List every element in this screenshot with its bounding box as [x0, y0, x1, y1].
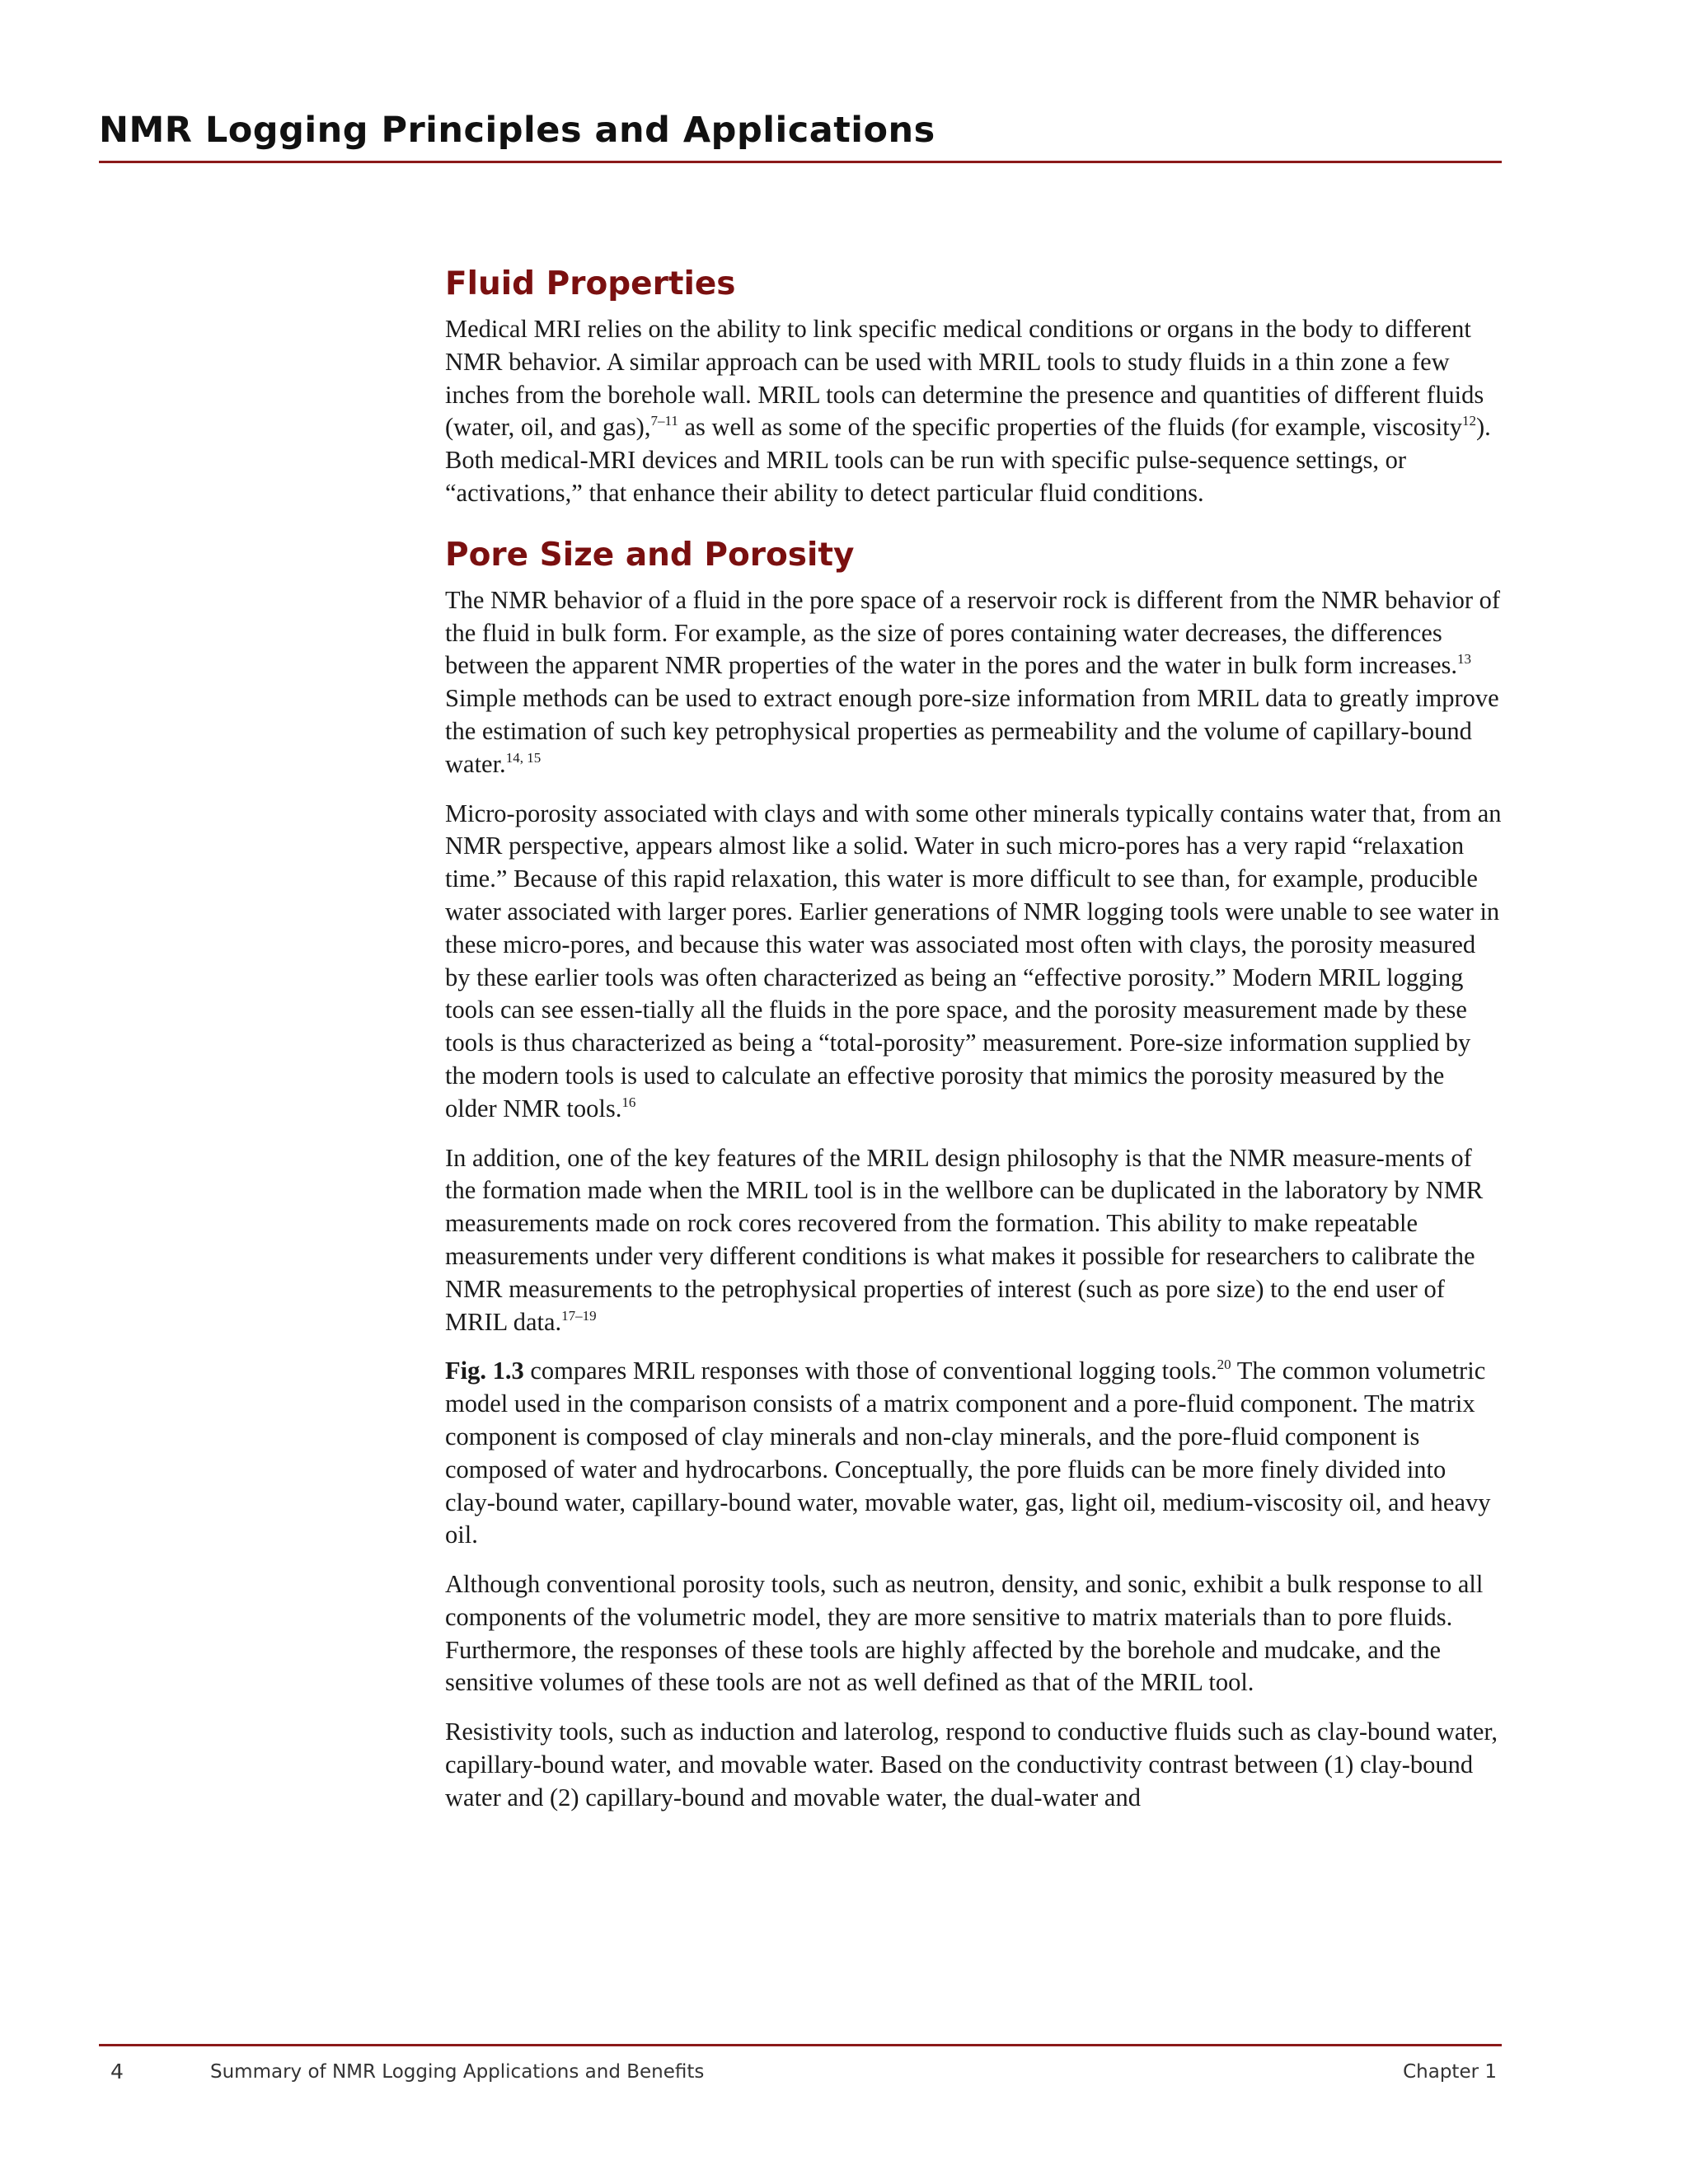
text-run: Resistivity tools, such as induction and laterolog, respond to conductive fluids such as clay-bound water, capillary-bound water, and movable water. Based on the conductivity contrast between (1) clay-bound water and (2) capillary-bound and movable water, the dual-water and	[445, 1718, 1498, 1811]
paragraph-fluid-1	[445, 313, 1502, 510]
citation-superscript: 13	[1457, 651, 1472, 668]
citation-superscript: 7–11	[650, 413, 678, 429]
text-run: Simple methods can be used to extract enough pore-size information from MRIL data to greatly improve the estimation of such key petrophysical properties as permeability and the volume of capillary-bound water.	[445, 684, 1499, 778]
citation-superscript: 17–19	[561, 1307, 597, 1324]
text-run: Although conventional porosity tools, such as neutron, density, and sonic, exhibit a bulk response to all components of the volumetric model, they are more sensitive to matrix materials than to pore fluids. Furthermore, the responses of these tools are highly affected by the borehole and mudcake, and the sensitive volumes of these tools are not as well defined as that of the MRIL tool.	[445, 1570, 1484, 1697]
citation-superscript: 16	[621, 1094, 636, 1110]
paragraph-pore-6	[445, 1716, 1502, 1814]
main-content	[445, 262, 1502, 1831]
paragraph-pore-2	[445, 798, 1502, 1126]
text-run: The common volumetric model used in the comparison consists of a matrix component and a pore-fluid component. The matrix component is composed of clay minerals and non-clay minerals, and the pore-fluid component is composed of water and hydrocarbons. Conceptually, the pore fluids can be more finely divided into clay-bound water, capillary-bound water, movable water, gas, light oil, medium-viscosity oil, and heavy oil.	[445, 1357, 1491, 1549]
citation-superscript: 14, 15	[505, 749, 542, 766]
paragraph-pore-3	[445, 1142, 1502, 1339]
citation-superscript: 12	[1462, 413, 1477, 429]
paragraph-pore-4	[445, 1355, 1502, 1552]
text-run: In addition, one of the key features of the MRIL design philosophy is that the NMR measure-ments of the formation made when the MRIL tool is in the wellbore can be duplicated in the laboratory by NMR measurements made on rock cores recovered from the formation. This ability to make repeatable measurements under very different conditions is what makes it possible for researchers to calibrate the NMR measurements to the petrophysical properties of interest (such as pore size) to the end user of MRIL data.	[445, 1143, 1484, 1336]
text-run: compares MRIL responses with those of conventional logging tools.	[523, 1357, 1217, 1385]
footer-book-title: Summary of NMR Logging Applications and Benefits	[210, 2061, 705, 2083]
page-number: 4	[110, 2060, 124, 2083]
running-header	[99, 105, 1502, 163]
paragraph-pore-1	[445, 584, 1502, 781]
paragraph-pore-5	[445, 1568, 1502, 1699]
figure-reference: Fig. 1.3	[445, 1357, 524, 1385]
text-run: The NMR behavior of a fluid in the pore space of a reservoir rock is different from the NMR behavior of the fluid in bulk form. For example, as the size of pores containing water decreases, the differences between the apparent NMR properties of the water in the pores and the water in bulk form increases.	[445, 585, 1501, 680]
text-run: Medical MRI relies on the ability to link specific medical conditions or organs in the body to different NMR behavior. A similar approach can be used with MRIL tools to study fluids in a thin zone a few inches from the borehole wall. MRIL tools can determine the presence and quantities of different fluids (water, oil, and gas),	[445, 315, 1484, 442]
section-heading-pore-size: Pore Size and Porosity	[445, 536, 855, 574]
text-run: Micro-porosity associated with clays and with some other minerals typically contains water that, from an NMR perspective, appears almost like a solid. Water in such micro-pores has a very rapid “relaxation time.” Because of this rapid relaxation, this water is more difficult to see than, for example, producible water associated with larger pores. Earlier generations of NMR logging tools were unable to see water in these micro-pores, and because this water was associated most often with clays, the porosity measured by these earlier tools was often characterized as being an “effective porosity.” Modern MRIL logging tools can see essen-tially all the fluids in the pore space, and the porosity measurement made by these tools is thus characterized as being a “total-porosity” measurement. Pore-size information supplied by the modern tools is used to calculate an effective porosity that mimics the porosity measured by the older NMR tools.	[445, 799, 1502, 1122]
running-footer	[99, 2044, 1502, 2096]
footer-chapter: Chapter 1	[1403, 2061, 1497, 2083]
text-run: as well as some of the specific properties of the fluids (for example, viscosity	[678, 413, 1463, 442]
running-header-title: NMR Logging Principles and Applications	[99, 110, 935, 151]
section-heading-fluid-properties: Fluid Properties	[445, 265, 736, 302]
citation-superscript: 20	[1217, 1357, 1231, 1373]
text-run: ). Both medical-MRI devices and MRIL tools can be run with specific pulse-sequence settings, or “activations,” that enhance their ability to detect particular fluid conditions.	[445, 413, 1491, 507]
